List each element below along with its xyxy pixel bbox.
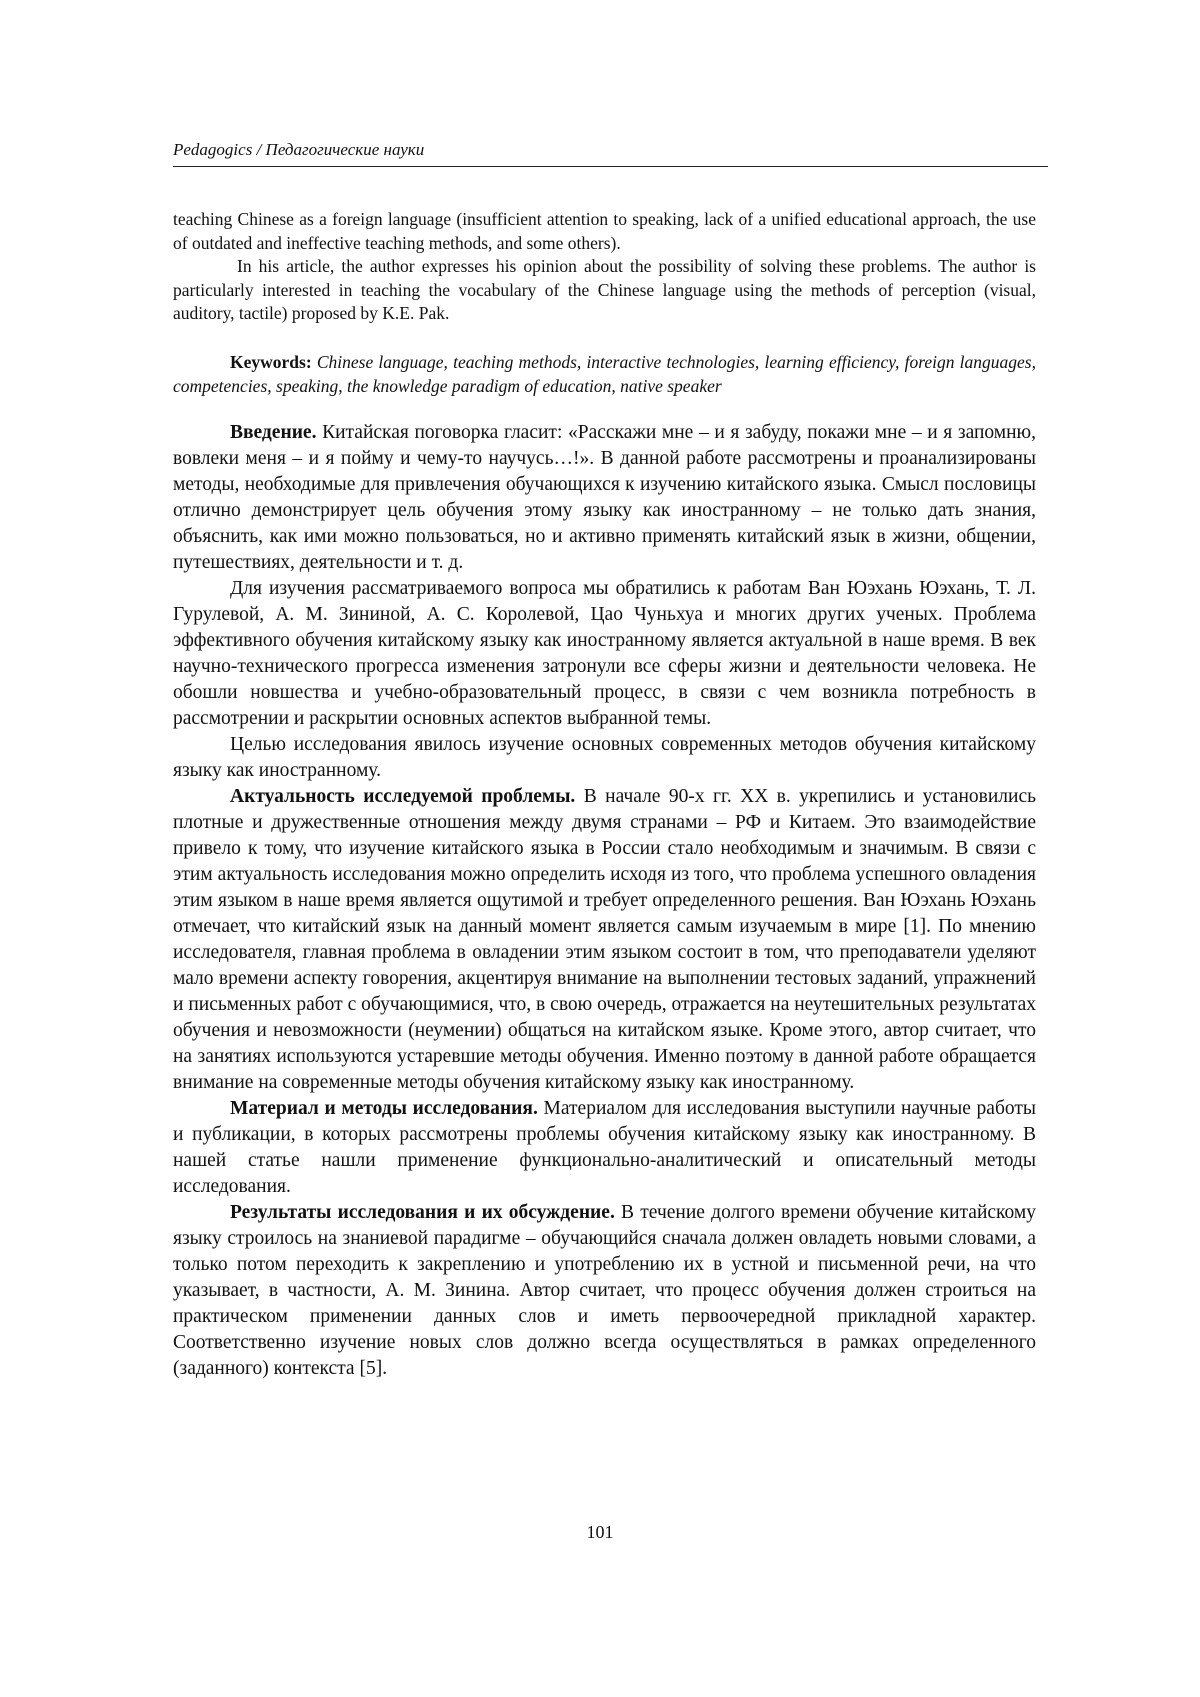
section-introduction [173, 420, 1036, 576]
section-methods [173, 1096, 1036, 1200]
section-heading: Введение. [230, 422, 317, 443]
paragraph: Целью исследования явилось изучение основных современных методов обучения китайскому языку как иностранному. [173, 734, 1036, 781]
abstract-paragraph: In his article, the author expresses his opinion about the possibility of solving these problems. The author is particularly interested in teaching the vocabulary of the Chinese language using the methods of perception (visual, auditory, tactile) proposed by K.E. Pak. [173, 256, 1036, 323]
section-results [173, 1200, 1036, 1382]
header-rule [173, 166, 1048, 167]
paragraph: Для изучения рассматриваемого вопроса мы обратились к работам Ван Юэхань Юэхань, Т. Л. Гурулевой, А. М. Зининой, А. С. Королевой, Цао Чуньхуа и многих других ученых. Проблема эффективного обучения китайскому языку как иностранному является актуальной в наше время. В век научно-технического прогресса изменения затронули все сферы жизни и деятельности человека. Не обошли новшества и учебно-образовательный процесс, в связи с чем возникла потребность в рассмотрении и раскрытии основных аспектов выбранной темы. [173, 578, 1036, 729]
paragraph-text: В начале 90-х гг. XX в. укрепились и установились плотные и дружественные отношения между двумя странами – РФ и Китаем. Это взаимодействие привело к тому, что изучение китайского языка в России стало необходимым и значимым. В связи с этим актуальность исследования можно определить исходя из того, что проблема успешного овладения этим языком в наше время является ощутимой и требует определенного решения. Ван Юэхань Юэхань отмечает, что китайский язык на данный момент является самым изучаемым в мире [1]. По мнению исследователя, главная проблема в овладении этим языком состоит в том, что преподаватели уделяют мало времени аспекту говорения, акцентируя внимание на выполнении тестовых заданий, упражнений и письменных работ с обучающимися, что, в свою очередь, отражается на неутешительных результатах обучения и невозможности (неумении) общаться на китайском языке. Кроме этого, автор считает, что на занятиях используются устаревшие методы обучения. Именно поэтому в данной работе обращается внимание на современные методы обучения китайскому языку как иностранному. [173, 786, 1037, 1093]
section-relevance [173, 784, 1036, 1096]
article-body [173, 420, 1036, 1382]
paragraph-text: В течение долгого времени обучение китайскому языку строилось на знаниевой парадигме – обучающийся сначала должен овладеть новыми словами, а только потом переходить к закреплению и употреблению их в устной и письменной речи, на что указывает, в частности, А. М. Зинина. Автор считает, что процесс обучения должен строиться на практическом применении данных слов и иметь первоочередной прикладной характер. Соответственно изучение новых слов должно всегда осуществляться в рамках определенного (заданного) контекста [5]. [173, 1202, 1036, 1379]
section-heading: Результаты исследования и их обсуждение. [230, 1202, 615, 1223]
paragraph-text: Материалом для исследования выступили научные работы и публикации, в которых рассмотрены проблемы обучения китайскому языку как иностранному. В нашей статье нашли применение функционально-аналитический и описательный методы исследования. [173, 1098, 1036, 1197]
section-heading: Актуальность исследуемой проблемы. [230, 786, 576, 807]
keywords-text: Chinese language, teaching methods, interactive technologies, learning efficiency, foreign languages, competencies, speaking, the knowledge paradigm of education, native speaker [173, 352, 1036, 396]
abstract [173, 208, 1036, 326]
running-header: Pedagogics / Педагогические науки [173, 140, 425, 159]
keywords-label: Keywords: [230, 352, 312, 372]
keywords [173, 351, 1036, 398]
page-number: 101 [586, 1522, 614, 1542]
paragraph-text: Китайская поговорка гласит: «Расскажи мне – и я забуду, покажи мне – и я запомню, вовлеки меня – и я пойму и чему-то научусь…!». В данной работе рассмотрены и проанализированы методы, необходимые для привлечения обучающихся к изучению китайского языка. Смысл пословицы отлично демонстрирует цель обучения этому языку как иностранному – не только дать знания, объяснить, как ими можно пользоваться, но и активно применять китайский язык в жизни, общении, путешествиях, деятельности и т. д. [173, 422, 1037, 573]
abstract-paragraph: teaching Chinese as a foreign language (insufficient attention to speaking, lack of a unified educational approach, the use of outdated and ineffective teaching methods, and some others). [173, 209, 1036, 253]
section-heading: Материал и методы исследования. [230, 1098, 538, 1119]
